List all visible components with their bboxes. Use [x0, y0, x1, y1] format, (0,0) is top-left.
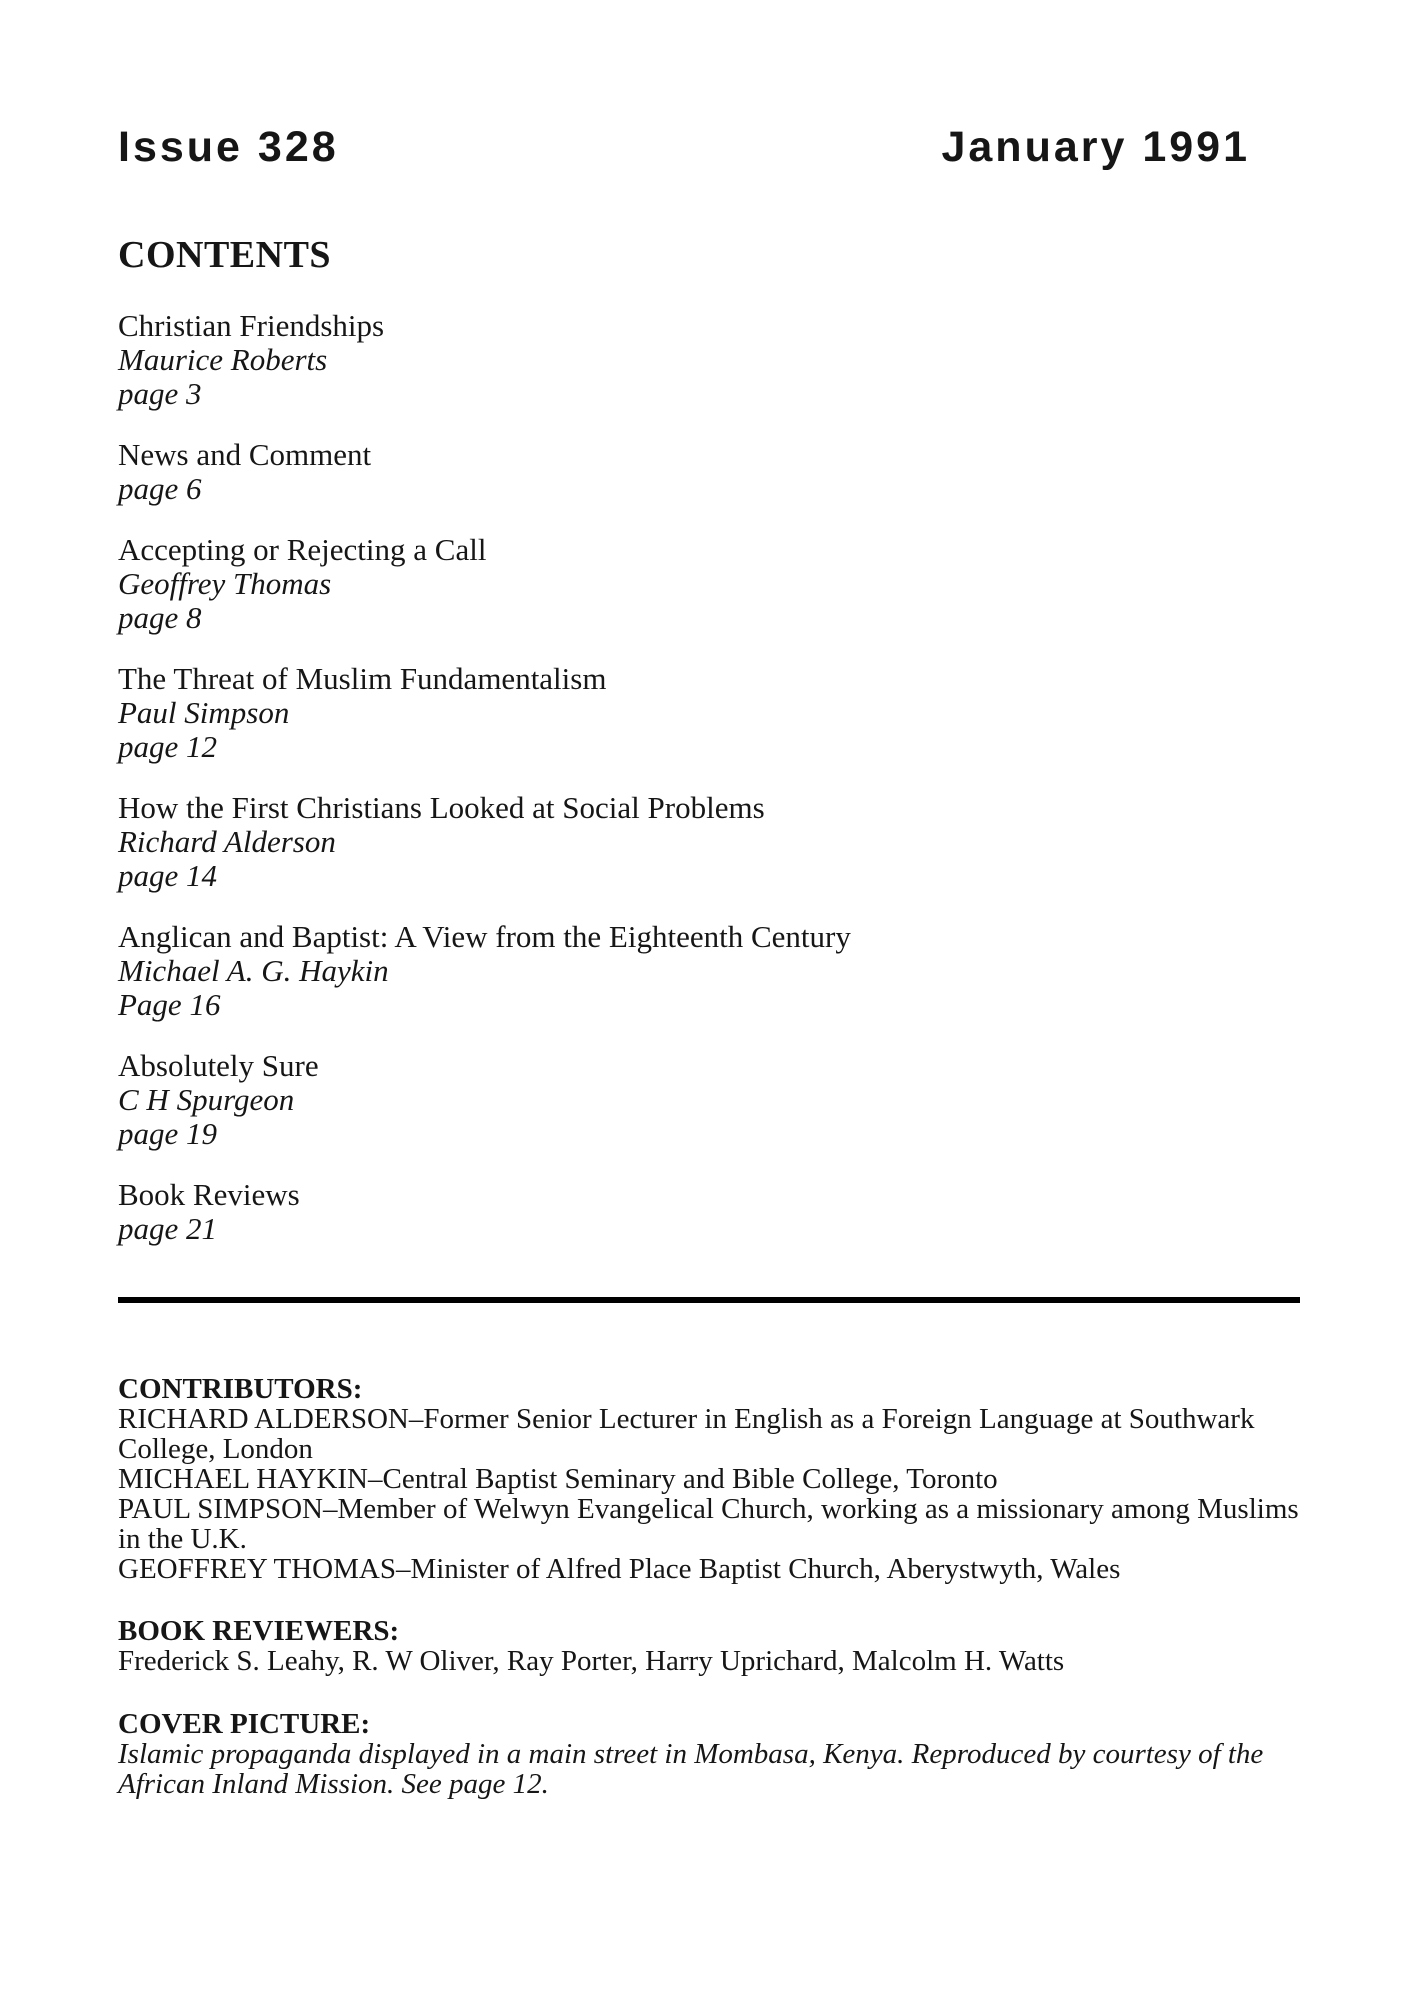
contributor-item: GEOFFREY THOMAS–Minister of Alfred Place Baptist Church, Aberystwyth, Wales — [118, 1553, 1121, 1585]
toc-entry-page: page 19 — [118, 1116, 218, 1151]
toc-entry-author: Geoffrey Thomas — [118, 566, 332, 601]
contributor-item: PAUL SIMPSON–Member of Welwyn Evangelical Church, working as a missionary among Muslims in the U.K. — [118, 1493, 1299, 1555]
toc-entry-title: Anglican and Baptist: A View from the Eighteenth Century — [118, 919, 851, 954]
toc-entry — [118, 791, 1300, 893]
toc-entry — [118, 438, 1300, 506]
contributors-section — [118, 1374, 1300, 1584]
toc-entry-page: page 6 — [118, 471, 202, 506]
toc-entry — [118, 309, 1300, 411]
toc-entry-page: page 21 — [118, 1211, 218, 1246]
toc-entry-page: page 8 — [118, 600, 202, 635]
toc-entry — [118, 662, 1300, 764]
divider-rule — [118, 1297, 1300, 1303]
toc-entry-author: Maurice Roberts — [118, 342, 328, 377]
issue-date: January 1991 — [941, 123, 1250, 171]
toc-entry-page: page 14 — [118, 858, 218, 893]
toc-entry — [118, 533, 1300, 635]
toc-entry-author: Paul Simpson — [118, 695, 290, 730]
toc-entry-page: Page 16 — [118, 987, 221, 1022]
book-reviewers-section — [118, 1616, 1300, 1676]
toc-entry-author: Michael A. G. Haykin — [118, 953, 389, 988]
toc-entry-title: News and Comment — [118, 437, 372, 472]
toc-entry — [118, 1178, 1300, 1246]
contributor-item: RICHARD ALDERSON–Former Senior Lecturer in English as a Foreign Language at Southwark College, London — [118, 1403, 1255, 1465]
toc-entry-author: Richard Alderson — [118, 824, 336, 859]
book-reviewers-heading: BOOK REVIEWERS: — [118, 1615, 400, 1647]
toc-entry-title: How the First Christians Looked at Social Problems — [118, 790, 765, 825]
toc-entry-title: Book Reviews — [118, 1177, 300, 1212]
cover-picture-section — [118, 1709, 1300, 1799]
contributors-list — [118, 1404, 1300, 1584]
toc-entry-page: page 3 — [118, 376, 202, 411]
book-reviewers-names: Frederick S. Leahy, R. W Oliver, Ray Porter, Harry Uprichard, Malcolm H. Watts — [118, 1645, 1065, 1677]
cover-picture-caption: Islamic propaganda displayed in a main street in Mombasa, Kenya. Reproduced by courtesy of the African Inland Mission. See page 12. — [118, 1738, 1264, 1800]
masthead — [118, 123, 1300, 171]
issue-number: Issue 328 — [118, 123, 339, 171]
toc-entry-author: C H Spurgeon — [118, 1082, 295, 1117]
toc-entry-title: Accepting or Rejecting a Call — [118, 532, 487, 567]
contents-list — [118, 309, 1300, 1246]
toc-entry — [118, 920, 1300, 1022]
toc-entry-title: Absolutely Sure — [118, 1048, 319, 1083]
toc-entry-page: page 12 — [118, 729, 218, 764]
toc-entry-title: The Threat of Muslim Fundamentalism — [118, 661, 607, 696]
contents-heading: CONTENTS — [118, 234, 332, 276]
toc-entry — [118, 1049, 1300, 1151]
contributors-heading: CONTRIBUTORS: — [118, 1373, 363, 1405]
cover-picture-heading: COVER PICTURE: — [118, 1708, 371, 1740]
contributor-item: MICHAEL HAYKIN–Central Baptist Seminary and Bible College, Toronto — [118, 1463, 998, 1495]
toc-entry-title: Christian Friendships — [118, 308, 385, 343]
